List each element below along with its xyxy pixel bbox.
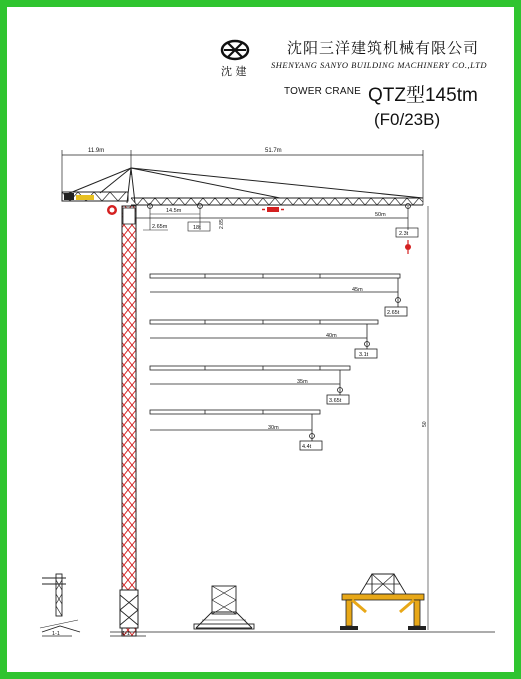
load-chart-jib-35 [150,366,350,404]
model-title: QTZ型145tm [368,85,478,106]
hook-icon [405,244,411,250]
counter-jib [62,192,128,215]
load-value-45: 2.65t [387,310,400,316]
load-chart-jib-45 [150,274,407,316]
model-subtitle: (F0/23B) [374,110,441,129]
load-value-35: 3.65t [329,398,342,404]
load-radius-40: 40m [326,333,337,339]
tip-load-value: 2.3t [399,231,409,237]
fixed-base-frame [194,586,254,629]
tip-load-radius: 50m [375,212,386,218]
left-section-detail [40,574,80,632]
counter-jib-length: 11.9m [88,148,105,154]
load-radius-45: 45m [352,287,363,293]
trolley-marker [267,207,279,212]
product-type-label: TOWER CRANE [284,86,362,97]
load-chart-jib-30 [150,410,322,450]
main-jib [131,198,423,205]
top-dimension-lines [62,150,423,205]
portal-gantry-base [340,574,426,630]
logo-caption: 沈 建 [221,65,247,78]
company-name-chinese: 沈阳三洋建筑机械有限公司 [287,39,480,57]
left-section-label [42,631,72,637]
load-radius-35: 35m [297,379,308,385]
counter-mass-label: 18t [193,225,201,231]
svg-text:1-1: 1-1 [122,631,130,637]
company-name-english: SHENYANG SANYO BUILDING MACHINERY CO.,LTD [271,60,488,70]
load-value-30: 4.4t [302,444,312,450]
load-value-40: 3.1t [359,352,369,358]
mast-height-label: 50 [422,421,428,427]
head-height-label: 2.85 [219,219,225,229]
trolley-offset-label: 14.5m [166,208,182,214]
counterweight-dim-label: 2.65m [152,224,168,230]
jib-length: 51.7m [265,148,282,154]
tower-mast [120,206,138,636]
load-chart-jib-40 [150,320,378,358]
load-radius-30: 30m [268,425,279,431]
svg-text:1-1: 1-1 [52,631,60,637]
